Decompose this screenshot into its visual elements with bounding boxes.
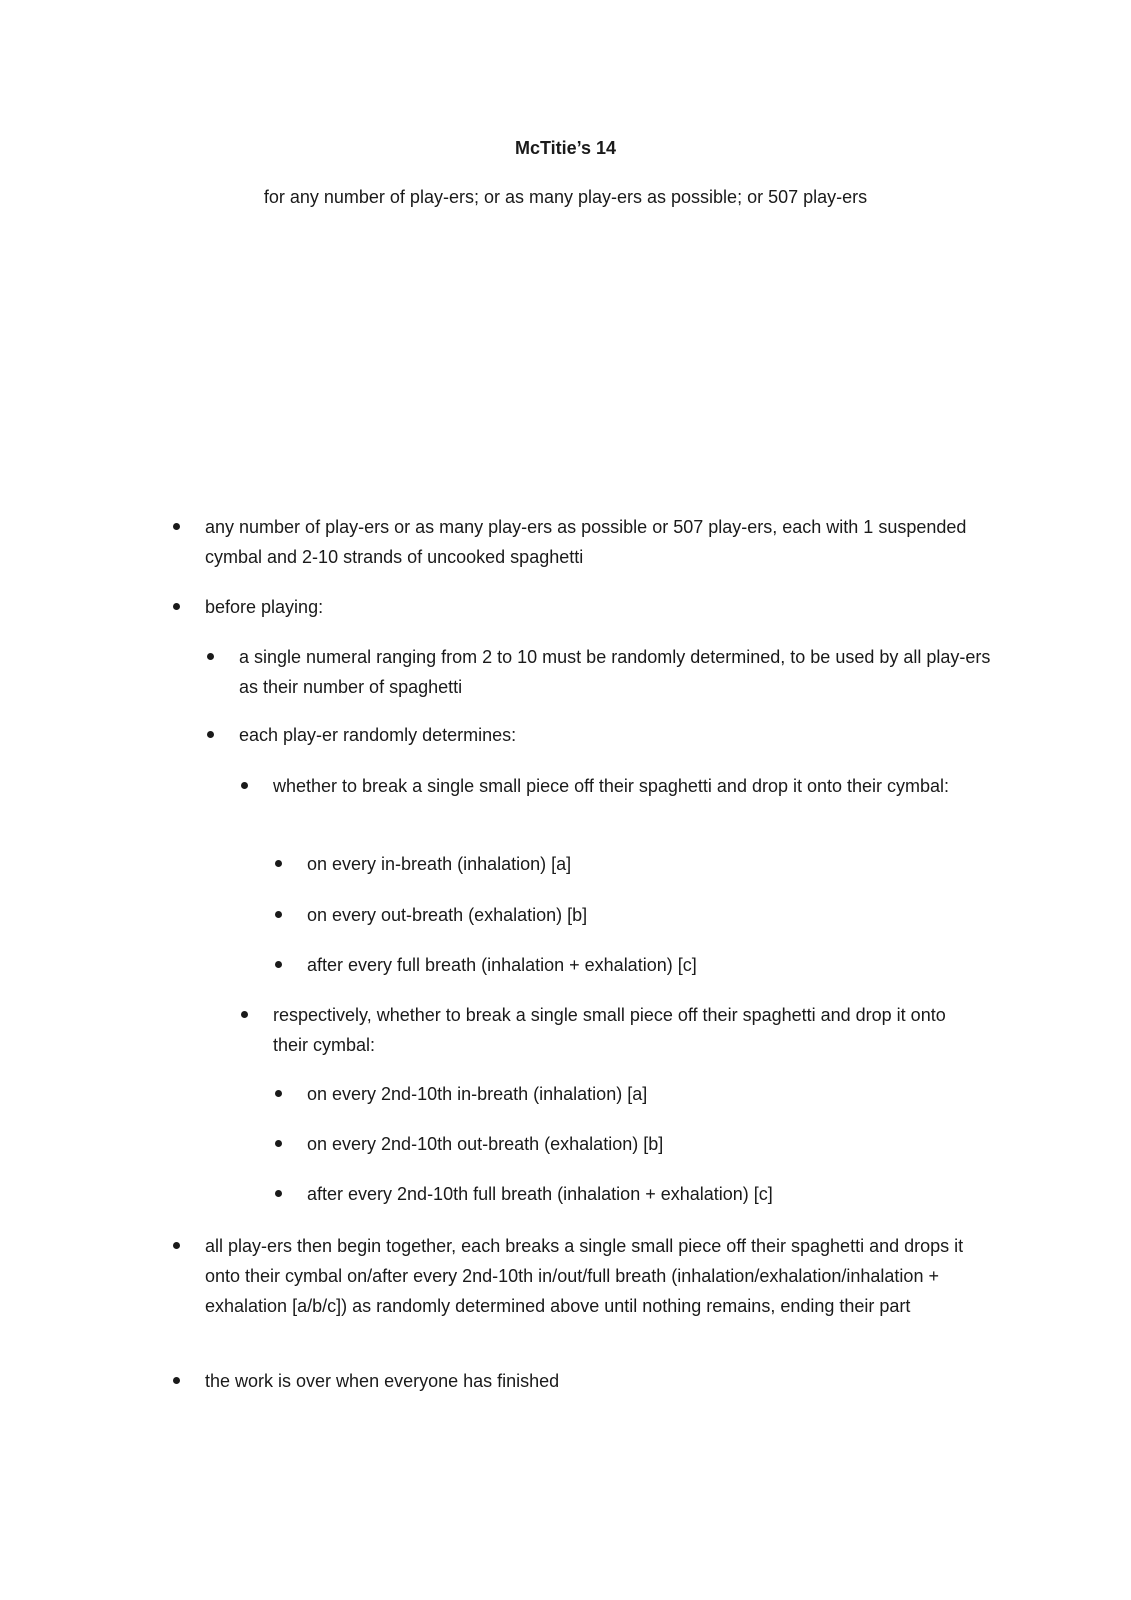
bullet-icon xyxy=(241,1011,248,1018)
bullet-icon xyxy=(173,1242,180,1249)
bullet-icon xyxy=(275,961,282,968)
bullet-icon xyxy=(173,603,180,610)
bullet-icon xyxy=(241,782,248,789)
list-item: on every 2nd-10th out-breath (exhalation) [b] xyxy=(307,1134,664,1154)
list-item: any number of play-ers or as many play-ers as possible or 507 play-ers, each with 1 suspended cymbal and 2-10 strands of uncooked spaghetti xyxy=(205,517,967,567)
document-title: McTitie’s 14 xyxy=(514,138,617,158)
list-item: on every out-breath (exhalation) [b] xyxy=(307,905,588,925)
list-item: each play-er randomly determines: xyxy=(239,725,517,745)
bullet-icon xyxy=(173,523,180,530)
bullet-icon xyxy=(275,1190,282,1197)
list-item: the work is over when everyone has finished xyxy=(205,1371,560,1391)
bullet-icon xyxy=(275,1090,282,1097)
bullet-icon xyxy=(275,860,282,867)
bullet-icon xyxy=(207,731,214,738)
list-item: after every full breath (inhalation + exhalation) [c] xyxy=(307,955,697,975)
list-item: on every 2nd-10th in-breath (inhalation) [a] xyxy=(307,1084,648,1104)
bullet-icon xyxy=(275,1140,282,1147)
list-item: respectively, whether to break a single small piece off their spaghetti and drop it onto their cymbal: xyxy=(273,1005,946,1055)
list-item: a single numeral ranging from 2 to 10 must be randomly determined, to be used by all play-ers as their number of spaghetti xyxy=(239,647,991,697)
bullet-icon xyxy=(207,653,214,660)
document-subtitle: for any number of play-ers; or as many play-ers as possible; or 507 play-ers xyxy=(263,187,868,207)
list-item: before playing: xyxy=(205,597,324,617)
list-item: whether to break a single small piece off their spaghetti and drop it onto their cymbal: xyxy=(273,776,950,796)
bullet-icon xyxy=(275,911,282,918)
list-item: all play-ers then begin together, each breaks a single small piece off their spaghetti and drops it onto their cymbal on/after every 2nd-10th in/out/full breath (inhalation/exhalation/inhalation + exhalation [a/b/c]) as randomly determined above until nothing remains, ending their part xyxy=(205,1236,964,1316)
bullet-icon xyxy=(173,1377,180,1384)
list-item: on every in-breath (inhalation) [a] xyxy=(307,854,572,874)
list-item: after every 2nd-10th full breath (inhalation + exhalation) [c] xyxy=(307,1184,773,1204)
